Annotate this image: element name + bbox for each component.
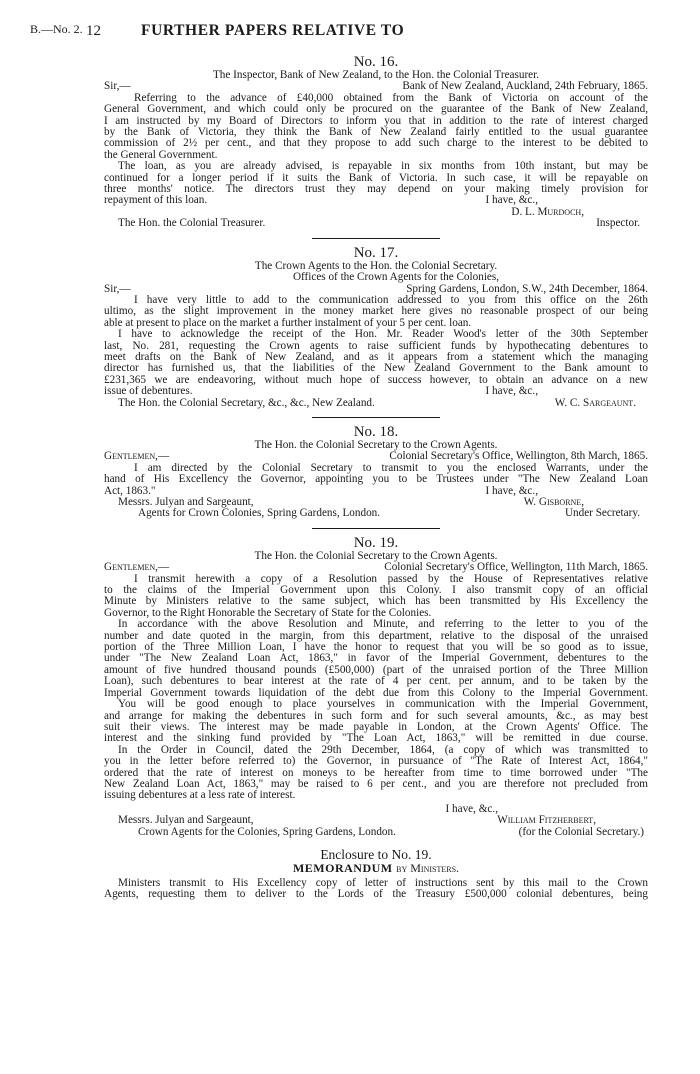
body-line: I am directed by the Colonial Secretary to transmit to you the enclosed Warrants, under the — [134, 461, 648, 474]
body-line: meet drafts on the Bank of New Zealand, and as it appears from a statement which the managing — [104, 350, 648, 363]
page-number: 12 — [86, 23, 101, 39]
page-header — [86, 22, 648, 44]
memorandum-by: by Ministers. — [396, 860, 460, 875]
body-line: Governor, to the Right Honorable the Secretary of State for the Colonies. — [104, 606, 432, 619]
body-line: Ministers transmit to His Excellency copy of letter of instructions sent by this mail to the Crown — [118, 876, 648, 889]
addressee: Messrs. Julyan and Sargeaunt, — [118, 814, 254, 827]
body-line: ordered that the rate of interest on moneys to be hereafter from time to time borrowed under "The — [104, 766, 648, 779]
body-line: General Government, and which could only be procured on the guarantee of the Bank of New Zealand, — [104, 103, 648, 116]
dateline: Spring Gardens, London, S.W., 24th December, 1864. — [406, 282, 648, 295]
letter-body — [104, 295, 648, 398]
letter-from-to: The Crown Agents to the Hon. the Colonial Secretary. — [254, 259, 498, 272]
section-divider — [312, 417, 440, 418]
body-line: by the Bank of Victoria, they think the Bank of New Zealand fairly entitled to the usual guarantee — [104, 126, 648, 139]
body-line: Referring to the advance of £40,000 obtained from the Bank of Victoria on account of the — [134, 91, 648, 104]
addressee: The Hon. the Colonial Treasurer. — [118, 217, 266, 230]
letter-body — [104, 463, 648, 497]
signature: W. Gisborne, — [523, 496, 584, 508]
signature: W. C. Sargeaunt. — [554, 396, 636, 409]
body-line: In accordance with the above Resolution and Minute, and referring to the letter to you of the — [118, 618, 648, 631]
body-line: able at present to place on the market a further instalment of your 5 per cent. loan. — [104, 316, 472, 329]
letter-no-18 — [104, 424, 648, 520]
body-line: you in the letter before referred to) the Governor, in pursuance of "The Rate of Interest Act, 1864," — [104, 755, 648, 768]
body-line: to the claims of the Imperial Government upon this Colony. I also transmit copy of an official — [104, 584, 648, 597]
addressee-line-2: Agents for Crown Colonies, Spring Gardens, London. — [138, 507, 381, 520]
body-line: Agents, requesting them to deliver to the Lords of the Treasury £500,000 colonial debentures, being — [104, 888, 648, 901]
memorandum-heading — [104, 862, 648, 875]
body-line: issuing debentures at a less rate of interest. — [104, 789, 296, 802]
salutation: Sir,— — [104, 282, 131, 295]
office-line: Offices of the Crown Agents for the Colonies, — [292, 271, 500, 284]
letter-no-19 — [104, 535, 648, 838]
letter-from-to: The Hon. the Colonial Secretary to the Crown Agents. — [254, 549, 498, 562]
body-line: You will be good enough to place yourselves in communication with the Imperial Government, — [118, 698, 648, 711]
signatory-title: Inspector. — [596, 217, 640, 230]
body-line: director has furnished us, that the liabilities of the New Zealand Government to the Bank amount to — [104, 362, 648, 375]
salutation: Gentlemen,— — [104, 450, 170, 463]
closing: I have, &c., — [485, 484, 538, 497]
letter-heading: No. 17. — [353, 244, 399, 261]
body-line: interest and the sinking fund provided by "The Loan Act, 1863," will be remitted in due course. — [104, 732, 648, 745]
body-line: commission of 2½ per cent., and that they propose to add such charge to the interest to be debited to — [104, 137, 648, 150]
section-divider — [312, 528, 440, 529]
enclosure-body — [104, 878, 648, 901]
letter-heading: No. 19. — [353, 534, 399, 551]
body-line: Loan), such debentures to bear interest at the rate of 4 per cent. per annum, and to be taken by the — [104, 675, 648, 688]
body-line: I have to acknowledge the receipt of the Hon. Mr. Reader Wood's letter of the 30th September — [118, 328, 648, 341]
body-line: repayment of this loan. — [104, 194, 208, 207]
letter-body — [104, 93, 648, 207]
letter-from-to: The Hon. the Colonial Secretary to the Crown Agents. — [254, 438, 498, 451]
body-line: number and date quoted in the margin, from this department, relative to the disposal of the unraised — [104, 629, 648, 642]
letter-no-17 — [104, 245, 648, 409]
body-line: amount of five hundred thousand pounds (£500,000) (part of the unraised portion of the Three Million — [104, 663, 648, 676]
body-line: three months' notice. The directors trust they may depend on your making timely provision for — [104, 183, 648, 196]
letter-no-16 — [104, 54, 648, 230]
letter-from-to: The Inspector, Bank of New Zealand, to the Hon. the Colonial Treasurer. — [212, 69, 540, 81]
salutation: Sir,— — [104, 80, 131, 93]
dateline: Bank of New Zealand, Auckland, 24th February, 1865. — [402, 80, 648, 93]
body-line: I transmit herewith a copy of a Resolution passed by the House of Representatives relative — [134, 572, 648, 585]
body-line: In the Order in Council, dated the 29th December, 1864, (a copy of which was transmitted to — [118, 743, 648, 756]
body-line: New Zealand Loan Act, 1863," may be raised to 6 per cent., and you are therefore not precluded from — [104, 777, 648, 790]
body-line: I am instructed by my Board of Directors to inform you that in addition to the rate of interest charged — [104, 114, 648, 127]
body-line: Minute by Ministers relative to the same subject, which has been transmitted by His Excellency the — [104, 595, 648, 608]
closing: I have, &c., — [485, 194, 538, 207]
body-line: Imperial Government towards liquidation of the debt due from this Colony to the Imperial Government. — [104, 686, 648, 699]
body-line: continued for a longer period if it suits the Bank of Victoria. In such case, it will be repayable on — [104, 171, 648, 184]
letter-heading: No. 16. — [353, 54, 399, 70]
signatory-title: Under Secretary. — [564, 507, 640, 520]
body-line: The loan, as you are already advised, is repayable in six months from 10th instant, but may be — [118, 160, 648, 173]
signature: D. L. Murdoch, — [511, 205, 584, 218]
body-line: suit their views. The interest may be made payable in London, at the Crown Agents' Office. The — [104, 720, 648, 733]
signature: William Fitzherbert, — [497, 814, 596, 827]
salutation: Gentlemen,— — [104, 561, 170, 574]
enclosure-to-no-19 — [104, 848, 648, 901]
dateline: Colonial Secretary's Office, Wellington, 8th March, 1865. — [389, 450, 648, 463]
body-line: issue of debentures. — [104, 385, 193, 398]
document-reference: B.—No. 2. — [30, 22, 83, 36]
closing: I have, &c., — [445, 802, 498, 815]
body-line: Act, 1863." — [104, 484, 156, 497]
body-line: I have very little to add to the communication addressed to you from this office on the 26th — [134, 293, 648, 306]
body-line: the General Government. — [104, 148, 218, 161]
letter-heading: No. 18. — [353, 423, 399, 440]
enclosure-heading: Enclosure to No. 19. — [320, 846, 432, 862]
body-line: ultimo, as the slight improvement in the money market here gives no reasonable prospect of our being — [104, 305, 648, 318]
running-title: FURTHER PAPERS RELATIVE TO — [141, 22, 405, 39]
signatory-title: (for the Colonial Secretary.) — [518, 825, 644, 838]
addressee: Messrs. Julyan and Sargeaunt, — [118, 496, 254, 508]
body-line: last, No. 281, requesting the Crown agents to raise sufficient funds by hypothecating debentures to — [104, 339, 648, 352]
body-line: under "The New Zealand Loan Act, 1863," in favor of the Imperial Government, debentures to the — [104, 652, 648, 665]
dateline: Colonial Secretary's Office, Wellington, 11th March, 1865. — [384, 561, 648, 574]
section-divider — [312, 238, 440, 239]
letter-body — [104, 574, 648, 802]
addressee-line-2: Crown Agents for the Colonies, Spring Gardens, London. — [138, 825, 396, 838]
body-line: hand of His Excellency the Governor, appointing you to be Trustees under "The New Zealand Loan — [104, 473, 648, 486]
addressee: The Hon. the Colonial Secretary, &c., &c., New Zealand. — [118, 396, 375, 409]
salutation-row — [104, 562, 648, 573]
body-line: £231,365 we are endeavoring, without much hope of success however, to obtain an advance on a new — [104, 373, 648, 386]
body-line: and arrange for making the debentures in such form and for such several amounts, &c., as may best — [104, 709, 648, 722]
closing: I have, &c., — [485, 385, 538, 398]
body-line: portion of the Three Million Loan, I have the honor to request that you will be so good as to issue, — [104, 641, 648, 654]
memorandum-title: MEMORANDUM — [292, 860, 393, 875]
